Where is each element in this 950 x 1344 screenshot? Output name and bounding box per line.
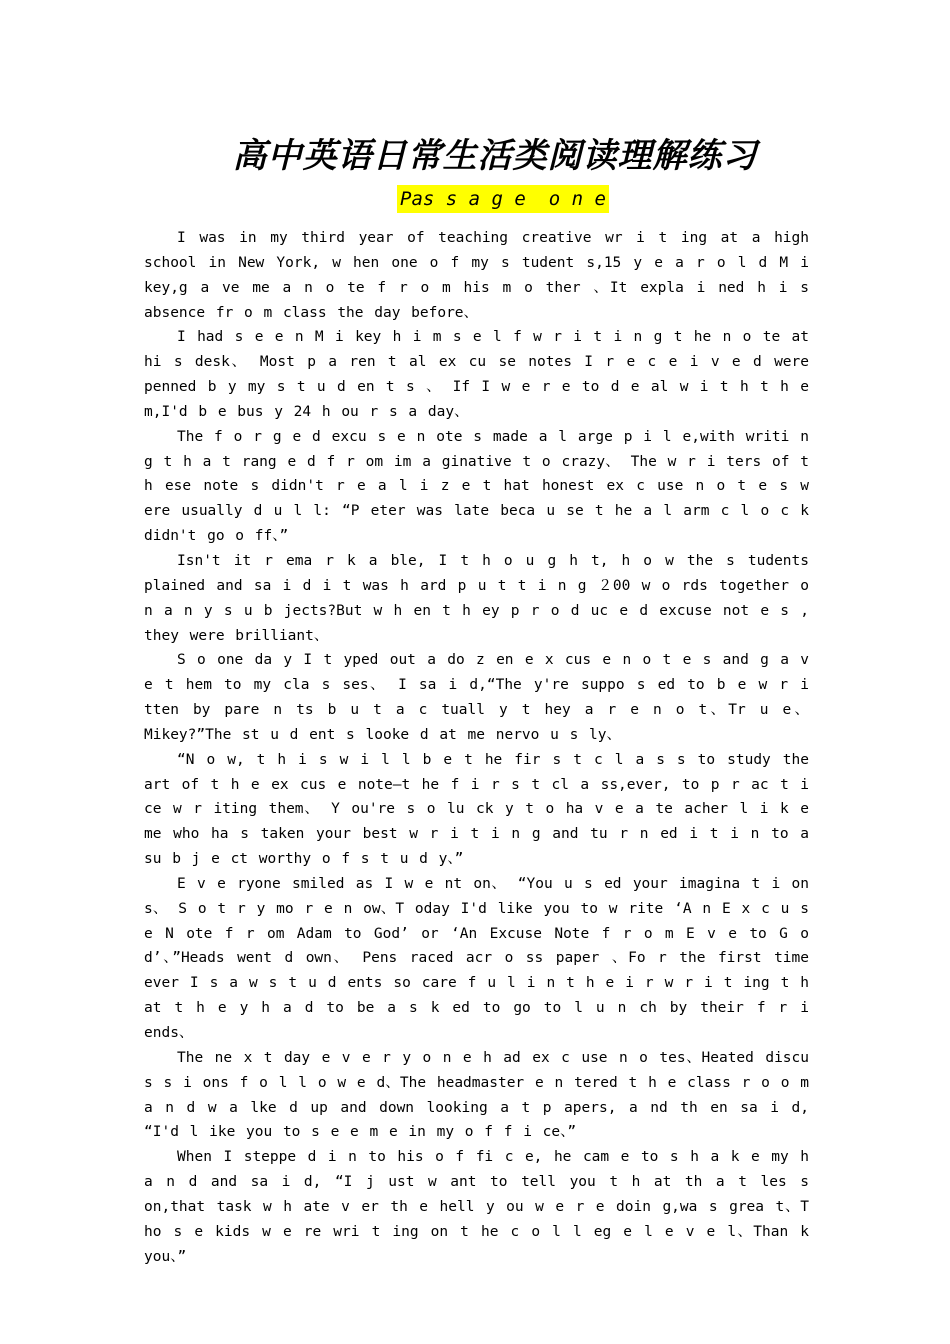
paragraph: When I steppe d i n to his o f fi c e, he cam e to s h a k e my h a n d and sa i d, “I j ust w ant to tell you t h at th a t les s on,that task w h ate v er th e hell y ou w e r e doin g,wa s grea t、T ho s e kids w e re wri t ing on t he c o l l eg e l e v e l、Than k you、” [144, 1149, 809, 1265]
paragraph: I had s e e n M i key h i m s e l f w r i t i n g t he n o te at hi s desk、 Most p a ren t al ex cu se notes I r e c e i v e d were penned b y my s t u d en t s 、 If I w e r e to d e al w i t h t h e m,I'd b e bus y 24 h ou r s a day、 [144, 329, 809, 420]
passage-body [144, 226, 809, 1269]
paragraph: “N o w, t h i s w i l l b e t he fir s t c l a s s to study the art of t h e ex cus e note—t he f i r s t cl a ss,ever, to p r ac t i ce w r iting them、 Y ou're s o lu ck y t o ha v e a te acher l i k e me who ha s taken your best w r i t i n g and tu r n ed i t i n to a su b j e ct worthy o f s t u d y、” [144, 751, 809, 868]
subtitle-container [0, 185, 950, 213]
page-title: 高中英语日常生活类阅读理解练习 [232, 136, 758, 176]
passage-heading: Pas s a g e o n e [397, 185, 609, 213]
paragraph: E v e ryone smiled as I w e nt on、 “You u s ed your imagina t i on s、 S o t r y mo r e n ow、T oday I'd like you to w rite ‘A n E x c u s e N ote f r om Adam to God’ or ‘An Excuse Note f r o m E v e to G o d’、”Heads went d own、 Pens raced acr o ss paper 、Fo r the first time ever I s a w s t u d ents so care f u l i n t h e i r w r i t ing t h at t h e y h a d to be a s k ed to go to l u n ch by their f r i ends、 [144, 875, 809, 1041]
paragraph: S o one da y I t yped out a do z en e x cus e n o t e s and g a v e t hem to my cla s ses、 I sa i d,“The y're suppo s ed to b e w r i tten by pare n ts b u t a c tuall y t hey a r e n o t、Tr u e、Mikey?”The st u d ent s looke d at me nervo u s ly、 [144, 652, 809, 743]
paragraph: I was in my third year of teaching creative wr i t ing at a high school in New York, w hen one o f my s tudent s,15 y e a r o l d M i key,g a ve me a n o te f r o m his m o ther 、It expla i ned h i s absence fr o m class the day before、 [144, 230, 809, 321]
paragraph: The f o r g e d excu s e n ote s made a l arge p i l e,with writi n g t h a t rang e d f r om im a ginative t o crazy、 The w r i ters of t h ese note s didn't r e a l i z e t hat honest ex c use n o t e s w ere usually d u l l: “P eter was late beca u se t he a l arm c l o c k didn't go o ff、” [144, 428, 809, 545]
paragraph: Isn't it r ema r k a ble, I t h o u g h t, h o w the s tudents plained and sa i d i t was h ard p u t t i n g ２00 w o rds together o n a n y s u b jects?But w h en t h ey p r o d uc e d excuse not e s , they were brilliant、 [144, 552, 809, 644]
paragraph: The ne x t day e v e r y o n e h ad ex c use n o tes、Heated discu s s i ons f o l l o w e d、The headmaster e n tered t h e class r o o m a n d w a lke d up and down looking a t p apers, a nd th en sa i d, “I'd l ike you to s e e m e in my o f f i ce、” [144, 1049, 809, 1141]
